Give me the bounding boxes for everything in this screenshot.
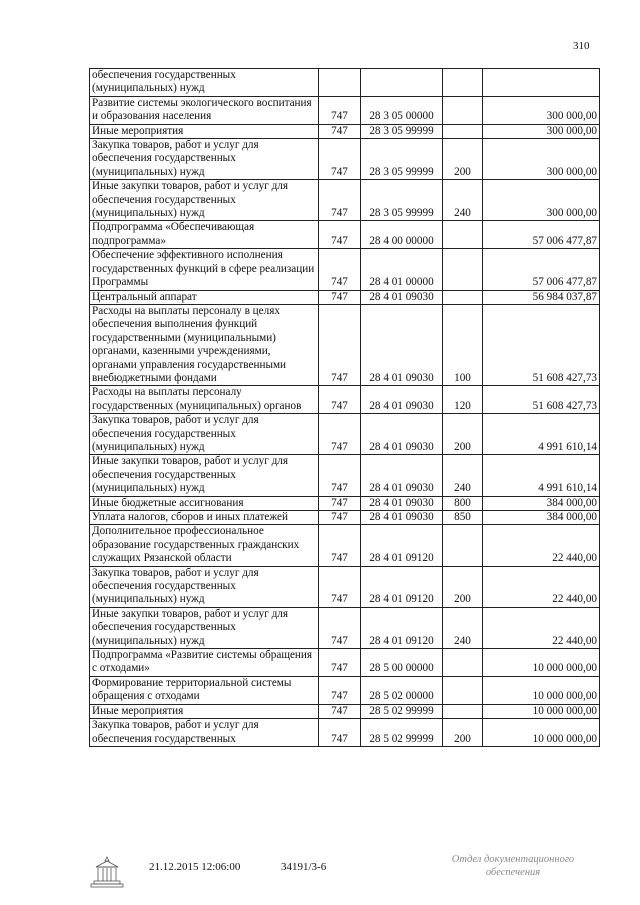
cell-name: Иные бюджетные ассигнования <box>90 496 319 510</box>
table-row <box>90 180 600 221</box>
cell-csr-code <box>361 69 443 97</box>
table-row <box>90 69 600 97</box>
cell-csr-code: 28 4 00 00000 <box>361 221 443 249</box>
table-row <box>90 511 600 525</box>
department-stamp <box>438 853 588 879</box>
cell-ved-code <box>319 69 361 97</box>
cell-vr-code <box>443 96 483 124</box>
cell-vr-code <box>443 290 483 304</box>
cell-amount: 4 991 610,14 <box>483 455 600 496</box>
cell-name: Иные закупки товаров, работ и услуг для обеспечения государственных (муниципальных) нужд <box>90 180 319 221</box>
cell-amount <box>483 69 600 97</box>
cell-ved-code: 747 <box>319 139 361 180</box>
cell-ved-code: 747 <box>319 414 361 455</box>
table-row <box>90 304 600 385</box>
cell-ved-code: 747 <box>319 304 361 385</box>
cell-ved-code: 747 <box>319 566 361 607</box>
stamp-line-1: Отдел документационного <box>451 854 575 865</box>
cell-ved-code: 747 <box>319 290 361 304</box>
cell-name: Развитие системы экологического воспитания и образования населения <box>90 96 319 124</box>
cell-name: Иные мероприятия <box>90 124 319 138</box>
cell-csr-code: 28 4 01 09030 <box>361 496 443 510</box>
cell-ved-code: 747 <box>319 496 361 510</box>
cell-vr-code: 240 <box>443 455 483 496</box>
cell-name: Уплата налогов, сборов и иных платежей <box>90 511 319 525</box>
cell-vr-code <box>443 704 483 718</box>
cell-amount: 384 000,00 <box>483 496 600 510</box>
cell-csr-code: 28 4 01 09120 <box>361 607 443 648</box>
cell-ved-code: 747 <box>319 124 361 138</box>
cell-vr-code: 120 <box>443 386 483 414</box>
cell-vr-code: 200 <box>443 566 483 607</box>
cell-name: Обеспечение эффективного исполнения государственных функций в сфере реализации Программы <box>90 249 319 290</box>
cell-vr-code: 240 <box>443 180 483 221</box>
cell-vr-code: 240 <box>443 607 483 648</box>
cell-vr-code: 200 <box>443 139 483 180</box>
cell-amount: 10 000 000,00 <box>483 649 600 677</box>
cell-ved-code: 747 <box>319 386 361 414</box>
cell-csr-code: 28 5 02 99999 <box>361 719 443 747</box>
cell-name: обеспечения государственных (муниципальных) нужд <box>90 69 319 97</box>
cell-csr-code: 28 4 01 09030 <box>361 304 443 385</box>
cell-name: Иные закупки товаров, работ и услуг для обеспечения государственных (муниципальных) нужд <box>90 607 319 648</box>
cell-vr-code: 200 <box>443 719 483 747</box>
cell-name: Формирование территориальной системы обращения с отходами <box>90 676 319 704</box>
page-number: 310 <box>573 40 590 52</box>
cell-name: Расходы на выплаты персоналу в целях обеспечения выполнения функций государственными (муниципальными) органами, казенными учреждениями, органами управления государственными внебюджетными фондами <box>90 304 319 385</box>
building-emblem-icon <box>88 855 126 889</box>
cell-vr-code <box>443 525 483 566</box>
page-footer <box>0 853 640 905</box>
cell-csr-code: 28 3 05 99999 <box>361 139 443 180</box>
footer-datetime: 21.12.2015 12:06:00 <box>149 861 241 873</box>
budget-table-body <box>90 69 600 747</box>
cell-vr-code <box>443 69 483 97</box>
cell-vr-code <box>443 676 483 704</box>
cell-csr-code: 28 5 02 99999 <box>361 704 443 718</box>
cell-name: Иные закупки товаров, работ и услуг для обеспечения государственных (муниципальных) нужд <box>90 455 319 496</box>
cell-vr-code <box>443 124 483 138</box>
cell-csr-code: 28 3 05 99999 <box>361 124 443 138</box>
cell-ved-code: 747 <box>319 511 361 525</box>
cell-name: Закупка товаров, работ и услуг для обеспечения государственных (муниципальных) нужд <box>90 566 319 607</box>
cell-amount: 4 991 610,14 <box>483 414 600 455</box>
cell-name: Подпрограмма «Развитие системы обращения с отходами» <box>90 649 319 677</box>
cell-amount: 300 000,00 <box>483 124 600 138</box>
cell-csr-code: 28 4 01 09030 <box>361 290 443 304</box>
cell-amount: 10 000 000,00 <box>483 719 600 747</box>
cell-ved-code: 747 <box>319 180 361 221</box>
cell-csr-code: 28 5 00 00000 <box>361 649 443 677</box>
table-row <box>90 676 600 704</box>
cell-name: Закупка товаров, работ и услуг для обеспечения государственных (муниципальных) нужд <box>90 414 319 455</box>
cell-ved-code: 747 <box>319 96 361 124</box>
cell-ved-code: 747 <box>319 607 361 648</box>
cell-vr-code: 100 <box>443 304 483 385</box>
cell-vr-code <box>443 249 483 290</box>
cell-amount: 22 440,00 <box>483 607 600 648</box>
table-row <box>90 221 600 249</box>
table-row <box>90 496 600 510</box>
table-row <box>90 290 600 304</box>
cell-amount: 300 000,00 <box>483 180 600 221</box>
table-row <box>90 719 600 747</box>
cell-ved-code: 747 <box>319 719 361 747</box>
budget-table <box>89 68 600 747</box>
cell-ved-code: 747 <box>319 704 361 718</box>
table-row <box>90 649 600 677</box>
table-row <box>90 249 600 290</box>
cell-ved-code: 747 <box>319 221 361 249</box>
table-row <box>90 607 600 648</box>
table-row <box>90 124 600 138</box>
cell-name: Иные мероприятия <box>90 704 319 718</box>
stamp-line-2: обеспечения <box>485 867 541 878</box>
table-row <box>90 704 600 718</box>
cell-csr-code: 28 3 05 99999 <box>361 180 443 221</box>
cell-vr-code: 200 <box>443 414 483 455</box>
table-row <box>90 139 600 180</box>
table-row <box>90 96 600 124</box>
cell-csr-code: 28 3 05 00000 <box>361 96 443 124</box>
cell-amount: 57 006 477,87 <box>483 221 600 249</box>
cell-csr-code: 28 4 01 09030 <box>361 414 443 455</box>
cell-name: Расходы на выплаты персоналу государственных (муниципальных) органов <box>90 386 319 414</box>
cell-amount: 22 440,00 <box>483 525 600 566</box>
cell-csr-code: 28 4 01 09120 <box>361 566 443 607</box>
cell-ved-code: 747 <box>319 649 361 677</box>
cell-amount: 300 000,00 <box>483 139 600 180</box>
cell-amount: 57 006 477,87 <box>483 249 600 290</box>
cell-amount: 10 000 000,00 <box>483 676 600 704</box>
cell-amount: 384 000,00 <box>483 511 600 525</box>
cell-name: Подпрограмма «Обеспечивающая подпрограмма» <box>90 221 319 249</box>
cell-amount: 56 984 037,87 <box>483 290 600 304</box>
cell-csr-code: 28 4 01 09030 <box>361 386 443 414</box>
cell-csr-code: 28 4 01 00000 <box>361 249 443 290</box>
cell-vr-code <box>443 649 483 677</box>
cell-ved-code: 747 <box>319 525 361 566</box>
cell-amount: 51 608 427,73 <box>483 386 600 414</box>
cell-amount: 22 440,00 <box>483 566 600 607</box>
cell-amount: 10 000 000,00 <box>483 704 600 718</box>
cell-csr-code: 28 4 01 09030 <box>361 511 443 525</box>
footer-doc-number: 34191/3-6 <box>281 861 327 873</box>
cell-amount: 300 000,00 <box>483 96 600 124</box>
cell-csr-code: 28 4 01 09120 <box>361 525 443 566</box>
cell-ved-code: 747 <box>319 249 361 290</box>
cell-ved-code: 747 <box>319 455 361 496</box>
cell-amount: 51 608 427,73 <box>483 304 600 385</box>
cell-vr-code: 800 <box>443 496 483 510</box>
cell-name: Закупка товаров, работ и услуг для обеспечения государственных (муниципальных) нужд <box>90 139 319 180</box>
cell-ved-code: 747 <box>319 676 361 704</box>
cell-name: Закупка товаров, работ и услуг для обеспечения государственных <box>90 719 319 747</box>
cell-name: Центральный аппарат <box>90 290 319 304</box>
table-row <box>90 386 600 414</box>
cell-vr-code: 850 <box>443 511 483 525</box>
cell-csr-code: 28 5 02 00000 <box>361 676 443 704</box>
table-row <box>90 414 600 455</box>
table-row <box>90 455 600 496</box>
table-row <box>90 525 600 566</box>
table-row <box>90 566 600 607</box>
cell-vr-code <box>443 221 483 249</box>
cell-csr-code: 28 4 01 09030 <box>361 455 443 496</box>
cell-name: Дополнительное профессиональное образование государственных гражданских служащих Рязанской области <box>90 525 319 566</box>
